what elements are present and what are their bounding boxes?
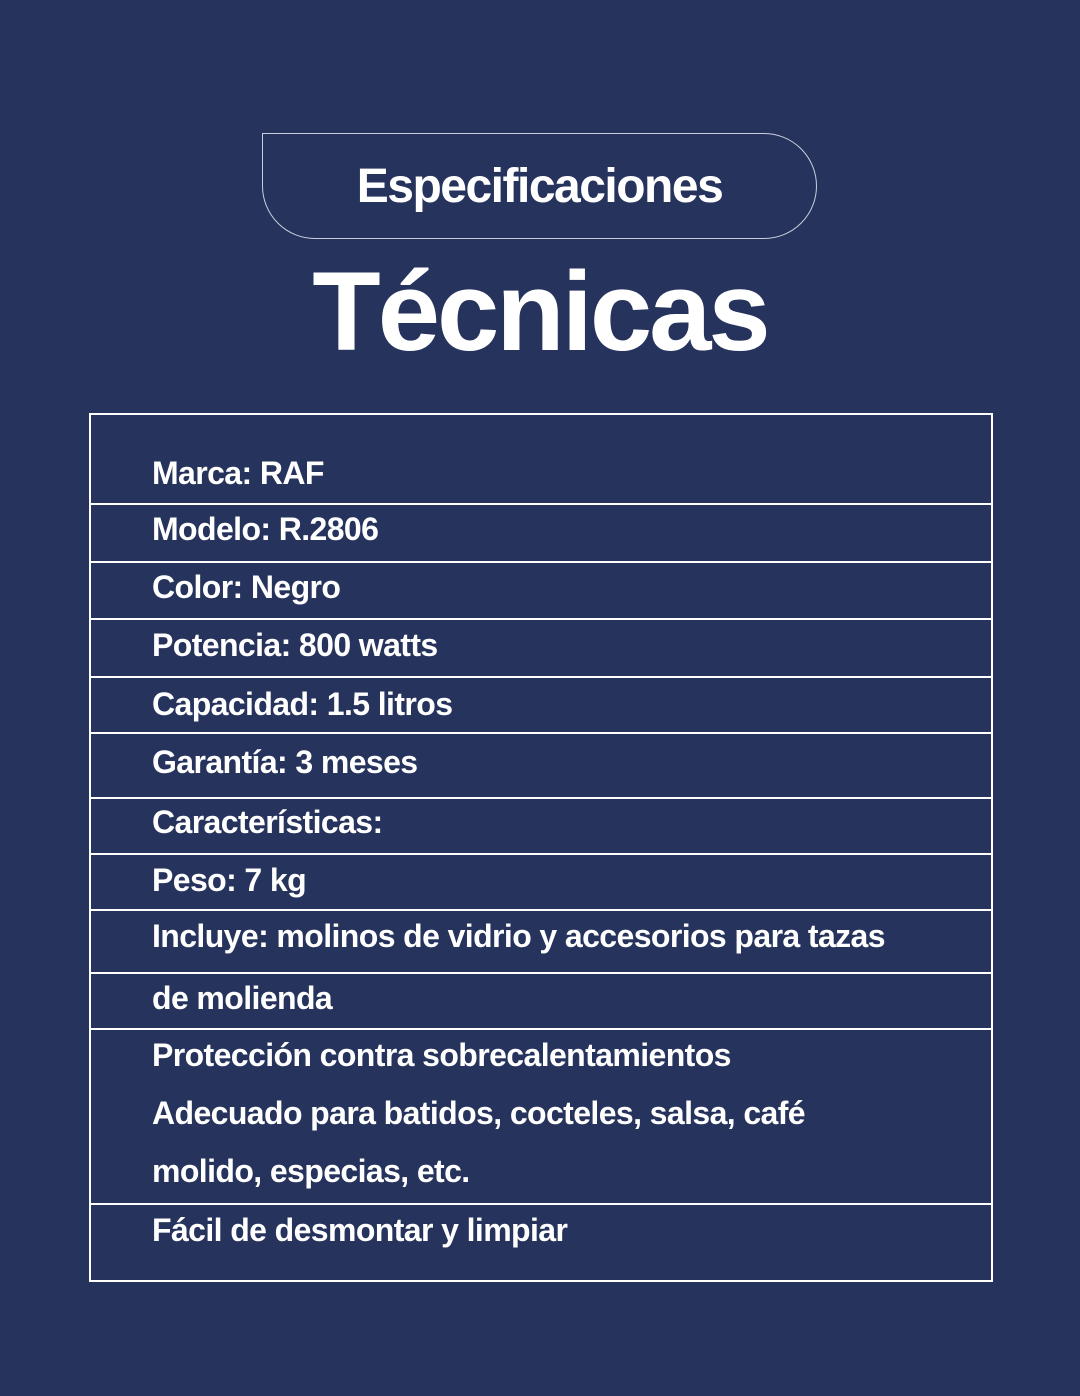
spec-line: Marca: RAF: [152, 455, 324, 491]
spec-row: [91, 620, 991, 678]
page-title: Técnicas: [312, 249, 768, 374]
spec-line: Modelo: R.2806: [152, 511, 379, 547]
spec-row: [91, 799, 991, 855]
spec-row: [91, 1205, 991, 1280]
spec-line: Garantía: 3 meses: [152, 744, 418, 780]
spec-line: Color: Negro: [152, 569, 341, 605]
spec-row: [91, 505, 991, 563]
spec-line: Incluye: molinos de vidrio y accesorios para tazas: [152, 918, 885, 954]
spec-line: Protección contra sobrecalentamientos: [152, 1037, 731, 1073]
spec-table: [89, 413, 993, 1282]
spec-line: Peso: 7 kg: [152, 862, 307, 898]
spec-line: de molienda: [152, 980, 333, 1016]
spec-row: [91, 911, 991, 974]
spec-row: [91, 974, 991, 1030]
spec-row: [91, 678, 991, 734]
spec-line: Potencia: 800 watts: [152, 627, 438, 663]
spec-line: Características:: [152, 804, 383, 840]
spec-line: molido, especias, etc.: [152, 1153, 470, 1189]
spec-row: [91, 855, 991, 911]
spec-row: [91, 415, 991, 505]
spec-line: Adecuado para batidos, cocteles, salsa, café: [152, 1095, 805, 1131]
spec-row: [91, 563, 991, 620]
subtitle-pill: [262, 133, 817, 239]
spec-row: [91, 734, 991, 799]
spec-line: Capacidad: 1.5 litros: [152, 686, 453, 722]
page-subtitle: Especificaciones: [356, 159, 723, 213]
spec-row: [91, 1030, 991, 1205]
spec-line: Fácil de desmontar y limpiar: [152, 1212, 568, 1248]
